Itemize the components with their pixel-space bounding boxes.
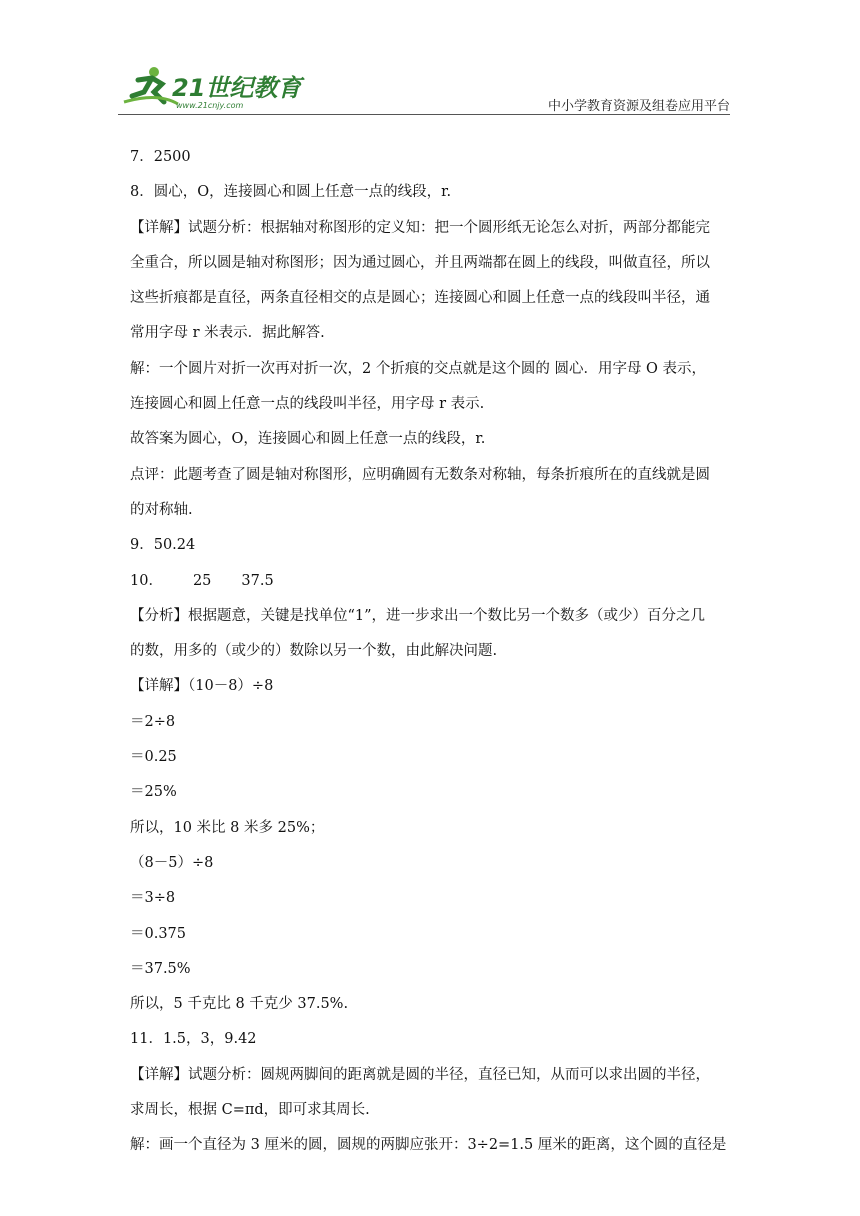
answer-line: 8．圆心，O，连接圆心和圆上任意一点的线段，r. — [130, 184, 452, 201]
21cnjy-logo — [118, 62, 318, 110]
answer-line: 9．50.24 — [130, 537, 196, 554]
answer-line: ＝2÷8 — [130, 713, 176, 730]
answer-line: 求周长，根据 C=πd，即可求其周长. — [130, 1102, 370, 1119]
q10-answer-2: 37.5 — [241, 572, 274, 589]
answer-line: 解：一个圆片对折一次再对折一次，2 个折痕的交点就是这个圆的 圆心．用字母 O 表示， — [130, 360, 707, 377]
q10-answer-1: 25 — [192, 572, 212, 589]
answer-line: 所以，10 米比 8 米多 25%； — [130, 819, 325, 836]
page-header — [118, 62, 730, 114]
answer-line: 【分析】根据题意，关键是找单位“1”，进一步求出一个数比另一个数多（或少）百分之几 — [130, 607, 706, 624]
answer-line: 【详解】试题分析：根据轴对称图形的定义知：把一个圆形纸无论怎么对折，两部分都能完 — [130, 219, 710, 236]
header-divider — [118, 114, 730, 115]
answer-line: 常用字母 r 米表示．据此解答. — [130, 325, 325, 342]
logo-url: www.21cnjy.com — [176, 101, 244, 110]
answer-line: 连接圆心和圆上任意一点的线段叫半径，用字母 r 表示. — [130, 396, 485, 413]
answer-line: 所以，5 千克比 8 千克少 37.5%. — [130, 996, 349, 1013]
answer-line: ＝3÷8 — [130, 890, 176, 907]
platform-name: 中小学教育资源及组卷应用平台 — [547, 99, 730, 114]
answer-line-q10 — [130, 564, 730, 599]
answer-content — [130, 140, 730, 1164]
answer-line: 的对称轴. — [130, 501, 193, 518]
answer-line: 的数，用多的（或少的）数除以另一个数，由此解决问题. — [130, 643, 498, 660]
answer-line: 11．1.5，3，9.42 — [130, 1031, 257, 1048]
logo-text: 21世纪教育 — [172, 74, 302, 102]
answer-line: ＝0.25 — [130, 749, 177, 766]
answer-line: 这些折痕都是直径，两条直径相交的点是圆心；连接圆心和圆上任意一点的线段叫半径，通 — [130, 290, 710, 307]
answer-line: 解：画一个直径为 3 厘米的圆，圆规的两脚应张开：3÷2=1.5 厘米的距离，这个圆的直径是 — [130, 1137, 727, 1154]
q10-number: 10． — [130, 572, 163, 589]
answer-line: 【详解】试题分析：圆规两脚间的距离就是圆的半径，直径已知，从而可以求出圆的半径， — [130, 1066, 710, 1083]
answer-line: ＝25% — [130, 784, 177, 801]
answer-line: ＝37.5% — [130, 960, 191, 977]
answer-line: ＝0.375 — [130, 925, 187, 942]
answer-line: 点评：此题考查了圆是轴对称图形，应明确圆有无数条对称轴，每条折痕所在的直线就是圆 — [130, 466, 710, 483]
answer-line: 全重合，所以圆是轴对称图形；因为通过圆心，并且两端都在圆上的线段，叫做直径，所以 — [130, 254, 710, 271]
answer-line: （8－5）÷8 — [130, 854, 214, 871]
answer-line: 故答案为圆心，O，连接圆心和圆上任意一点的线段，r. — [130, 431, 486, 448]
answer-line: 【详解】（10－8）÷8 — [130, 678, 274, 695]
answer-line: 7．2500 — [130, 149, 191, 165]
